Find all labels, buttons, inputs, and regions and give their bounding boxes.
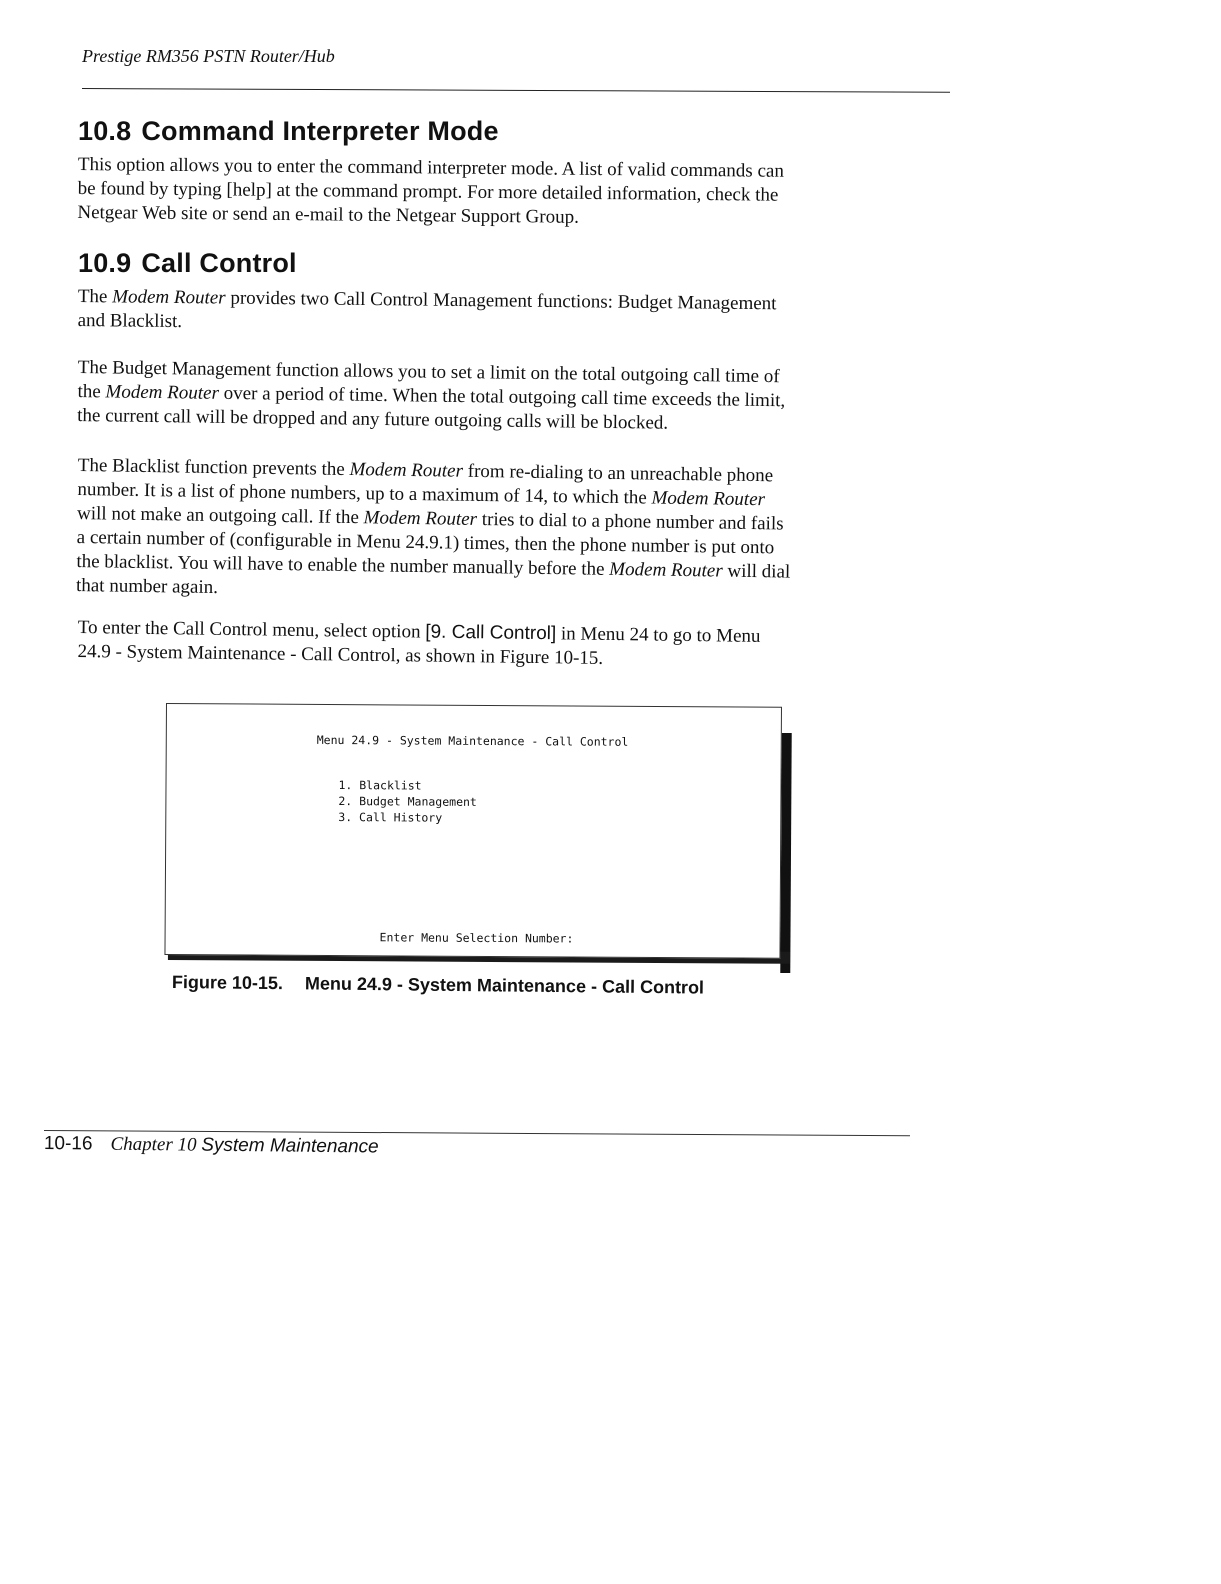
menu-option-reference: [9. Call Control] (425, 621, 557, 645)
menu-option-blacklist[interactable]: 1. Blacklist (338, 778, 422, 793)
figure-caption (172, 972, 704, 999)
text-run: The Budget Management function allows you to set a limit on the total outgoing call time of (77, 356, 780, 388)
terminal-screen (164, 703, 782, 959)
section-10-9 (78, 248, 908, 333)
screen-shadow (780, 733, 791, 973)
page-number: 10-16 (43, 1133, 93, 1155)
section-heading (78, 116, 908, 147)
section-title: Call Control (141, 248, 297, 278)
section-number: 10.9 (78, 248, 132, 278)
text-run: The (77, 285, 113, 308)
paragraph (77, 356, 908, 439)
text-run: will not make an outgoing call. If the (76, 502, 364, 529)
product-name: Modem Router (363, 507, 478, 530)
running-header: Prestige RM356 PSTN Router/Hub (82, 46, 335, 66)
budget-paragraph-block (77, 356, 908, 434)
text-run: the current call will be dropped and any future outgoing calls will be blocked. (77, 404, 669, 434)
paragraph (77, 153, 908, 233)
section-number: 10.8 (78, 116, 132, 146)
section-heading (78, 248, 908, 279)
text-run: that number again. (75, 574, 219, 599)
product-name: Modem Router (112, 286, 226, 309)
chapter-label: Chapter 10 (110, 1133, 197, 1156)
page-footer (44, 1133, 379, 1159)
paragraph (77, 285, 907, 342)
product-name: Modem Router (349, 459, 464, 482)
text-run: To enter the Call Control menu, select option (77, 616, 426, 643)
paragraph (77, 616, 868, 674)
text-run: the (77, 380, 106, 403)
chapter-title: System Maintenance (201, 1134, 379, 1158)
text-run: a certain number of (configurable in Menu 24.9.1) times, then the phone number is put onto (76, 526, 775, 559)
selection-prompt[interactable]: Enter Menu Selection Number: (379, 930, 574, 946)
menu-option-budget-management[interactable]: 2. Budget Management (338, 794, 477, 809)
text-run: in Menu 24 to go to Menu (556, 623, 761, 647)
text-line: be found by typing [help] at the command prompt. For more detailed information, check the (77, 177, 779, 206)
product-name: Modem Router (105, 381, 220, 404)
section-title: Command Interpreter Mode (141, 116, 499, 146)
text-run: 24.9 - System Maintenance - Call Control, as shown in Figure 10-15. (77, 640, 604, 669)
text-run: provides two Call Control Management functions: Budget Management (225, 287, 777, 315)
text-line: This option allows you to enter the command interpreter mode. A list of valid commands can (77, 153, 784, 182)
text-line: Netgear Web site or send an e-mail to the Netgear Support Group. (77, 201, 579, 228)
text-run: number. It is a list of phone numbers, up to a maximum of 14, to which the (77, 478, 652, 509)
text-run: the blacklist. You will have to enable the number manually before the (76, 550, 610, 580)
header-rule (82, 88, 950, 93)
menu-title: Menu 24.9 - System Maintenance - Call Control (316, 732, 629, 749)
text-run: from re-dialing to an unreachable phone (462, 460, 774, 487)
figure-number: Figure 10-15. (171, 972, 284, 994)
text-run: The Blacklist function prevents the (77, 454, 350, 481)
navigation-paragraph-block (77, 616, 868, 669)
section-10-8 (77, 116, 908, 228)
figure-title: Menu 24.9 - System Maintenance - Call Control (304, 973, 705, 998)
text-run: over a period of time. When the total outgoing call time exceeds the limit, (218, 382, 786, 412)
text-run: and Blacklist. (77, 309, 183, 333)
text-run: will dial (722, 560, 791, 583)
menu-options (338, 777, 477, 826)
blacklist-paragraph-block (75, 454, 900, 599)
menu-option-call-history[interactable]: 3. Call History (338, 810, 443, 825)
product-name: Modem Router (609, 558, 723, 582)
product-name: Modem Router (651, 487, 766, 511)
text-run: tries to dial to a phone number and fails (476, 508, 784, 535)
paragraph (76, 454, 900, 610)
